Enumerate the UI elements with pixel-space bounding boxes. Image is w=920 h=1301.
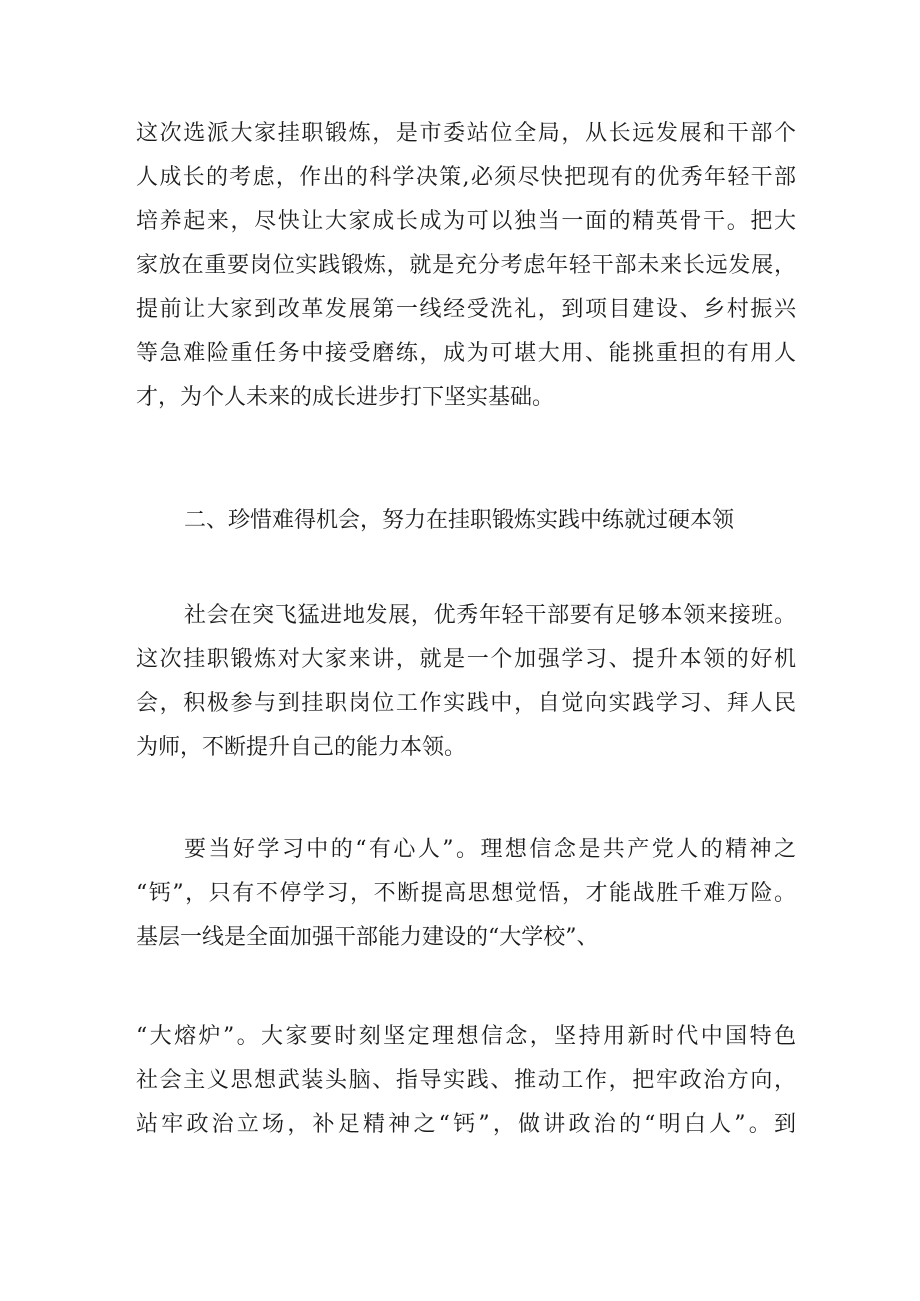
text-line: 社会在突飞猛进地发展，优秀年轻干部要有足够本领来接班。 [184, 603, 796, 628]
text-line: 家放在重要岗位实践锻炼，就是充分考虑年轻干部未来长远发展， [136, 253, 796, 278]
section-heading: 二、珍惜难得机会，努力在挂职锻炼实践中练就过硬本领 [184, 508, 735, 533]
text-line: “大熔炉”。大家要时刻坚定理想信念，坚持用新时代中国特色 [136, 1024, 796, 1049]
text-line: 培养起来，尽快让大家成长成为可以独当一面的精英骨干。把大 [136, 209, 796, 234]
text-line: 才，为个人未来的成长进步打下坚实基础。 [136, 385, 555, 410]
text-line: “钙”，只有不停学习，不断提高思想觉悟，才能战胜千难万险。 [136, 881, 796, 906]
text-line: 人成长的考虑，作出的科学决策,必须尽快把现有的优秀年轻干部 [136, 165, 796, 190]
text-line: 会，积极参与到挂职岗位工作实践中，自觉向实践学习、拜人民 [136, 691, 796, 716]
text-line: 为师，不断提升自己的能力本领。 [136, 735, 467, 760]
text-line: 基层一线是全面加强干部能力建设的“大学校”、 [136, 925, 599, 950]
text-line: 这次挂职锻炼对大家来讲，就是一个加强学习、提升本领的好机 [136, 647, 796, 672]
text-line: 这次选派大家挂职锻炼，是市委站位全局，从长远发展和干部个 [136, 121, 796, 146]
text-line: 提前让大家到改革发展第一线经受洗礼，到项目建设、乡村振兴 [136, 297, 796, 322]
text-line: 要当好学习中的“有心人”。理想信念是共产党人的精神之 [184, 837, 796, 862]
text-line: 等急难险重任务中接受磨练，成为可堪大用、能挑重担的有用人 [136, 341, 796, 366]
text-line: 站牢政治立场，补足精神之“钙”，做讲政治的“明白人”。到 [136, 1112, 796, 1137]
text-line: 社会主义思想武装头脑、指导实践、推动工作，把牢政治方向， [136, 1068, 796, 1093]
